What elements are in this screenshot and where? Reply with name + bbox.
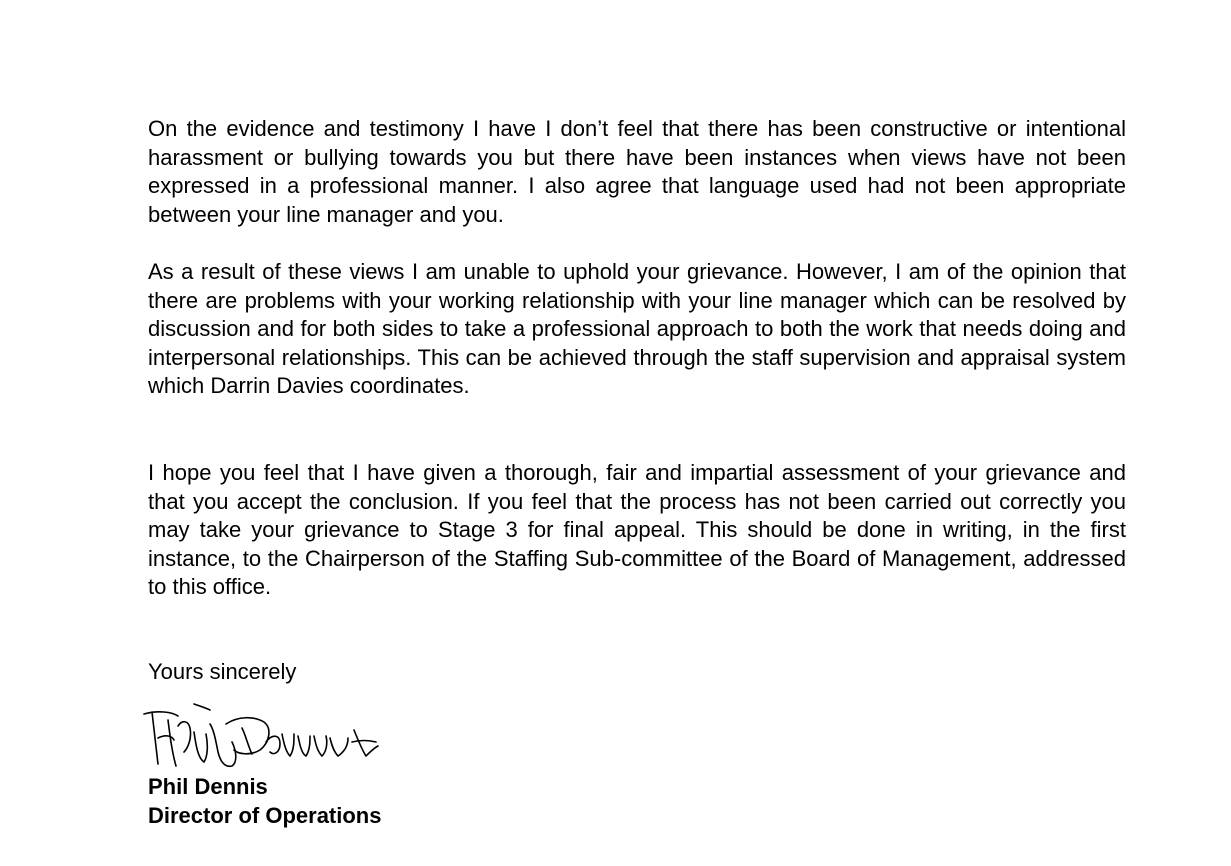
signer-title: Director of Operations bbox=[148, 803, 382, 828]
handwritten-signature bbox=[138, 690, 388, 782]
closing-salutation: Yours sincerely bbox=[148, 659, 297, 684]
signer-name: Phil Dennis bbox=[148, 774, 268, 799]
body-paragraph-3: I hope you feel that I have given a thorough, fair and impartial assessment of your grievance and that you accept the conclusion. If you feel that the process has not been carried out correctly you may take your grievance to Stage 3 for final appeal. This should be done in writing, in the first instance, to the Chairperson of the Staffing Sub-committee of the Board of Management, addressed to this office. bbox=[148, 460, 1126, 600]
body-paragraph-1: On the evidence and testimony I have I don’t feel that there has been constructive or intentional harassment or bullying towards you but there have been instances when views have not been expressed in a professional manner. I also agree that language used had not been appropriate between your line manager and you. bbox=[148, 116, 1126, 227]
body-paragraph-2: As a result of these views I am unable to uphold your grievance. However, I am of the opinion that there are problems with your working relationship with your line manager which can be resolved by discussion and for both sides to take a professional approach to both the work that needs doing and interpersonal relationships. This can be achieved through the staff supervision and appraisal system which Darrin Davies coordinates. bbox=[148, 259, 1126, 399]
